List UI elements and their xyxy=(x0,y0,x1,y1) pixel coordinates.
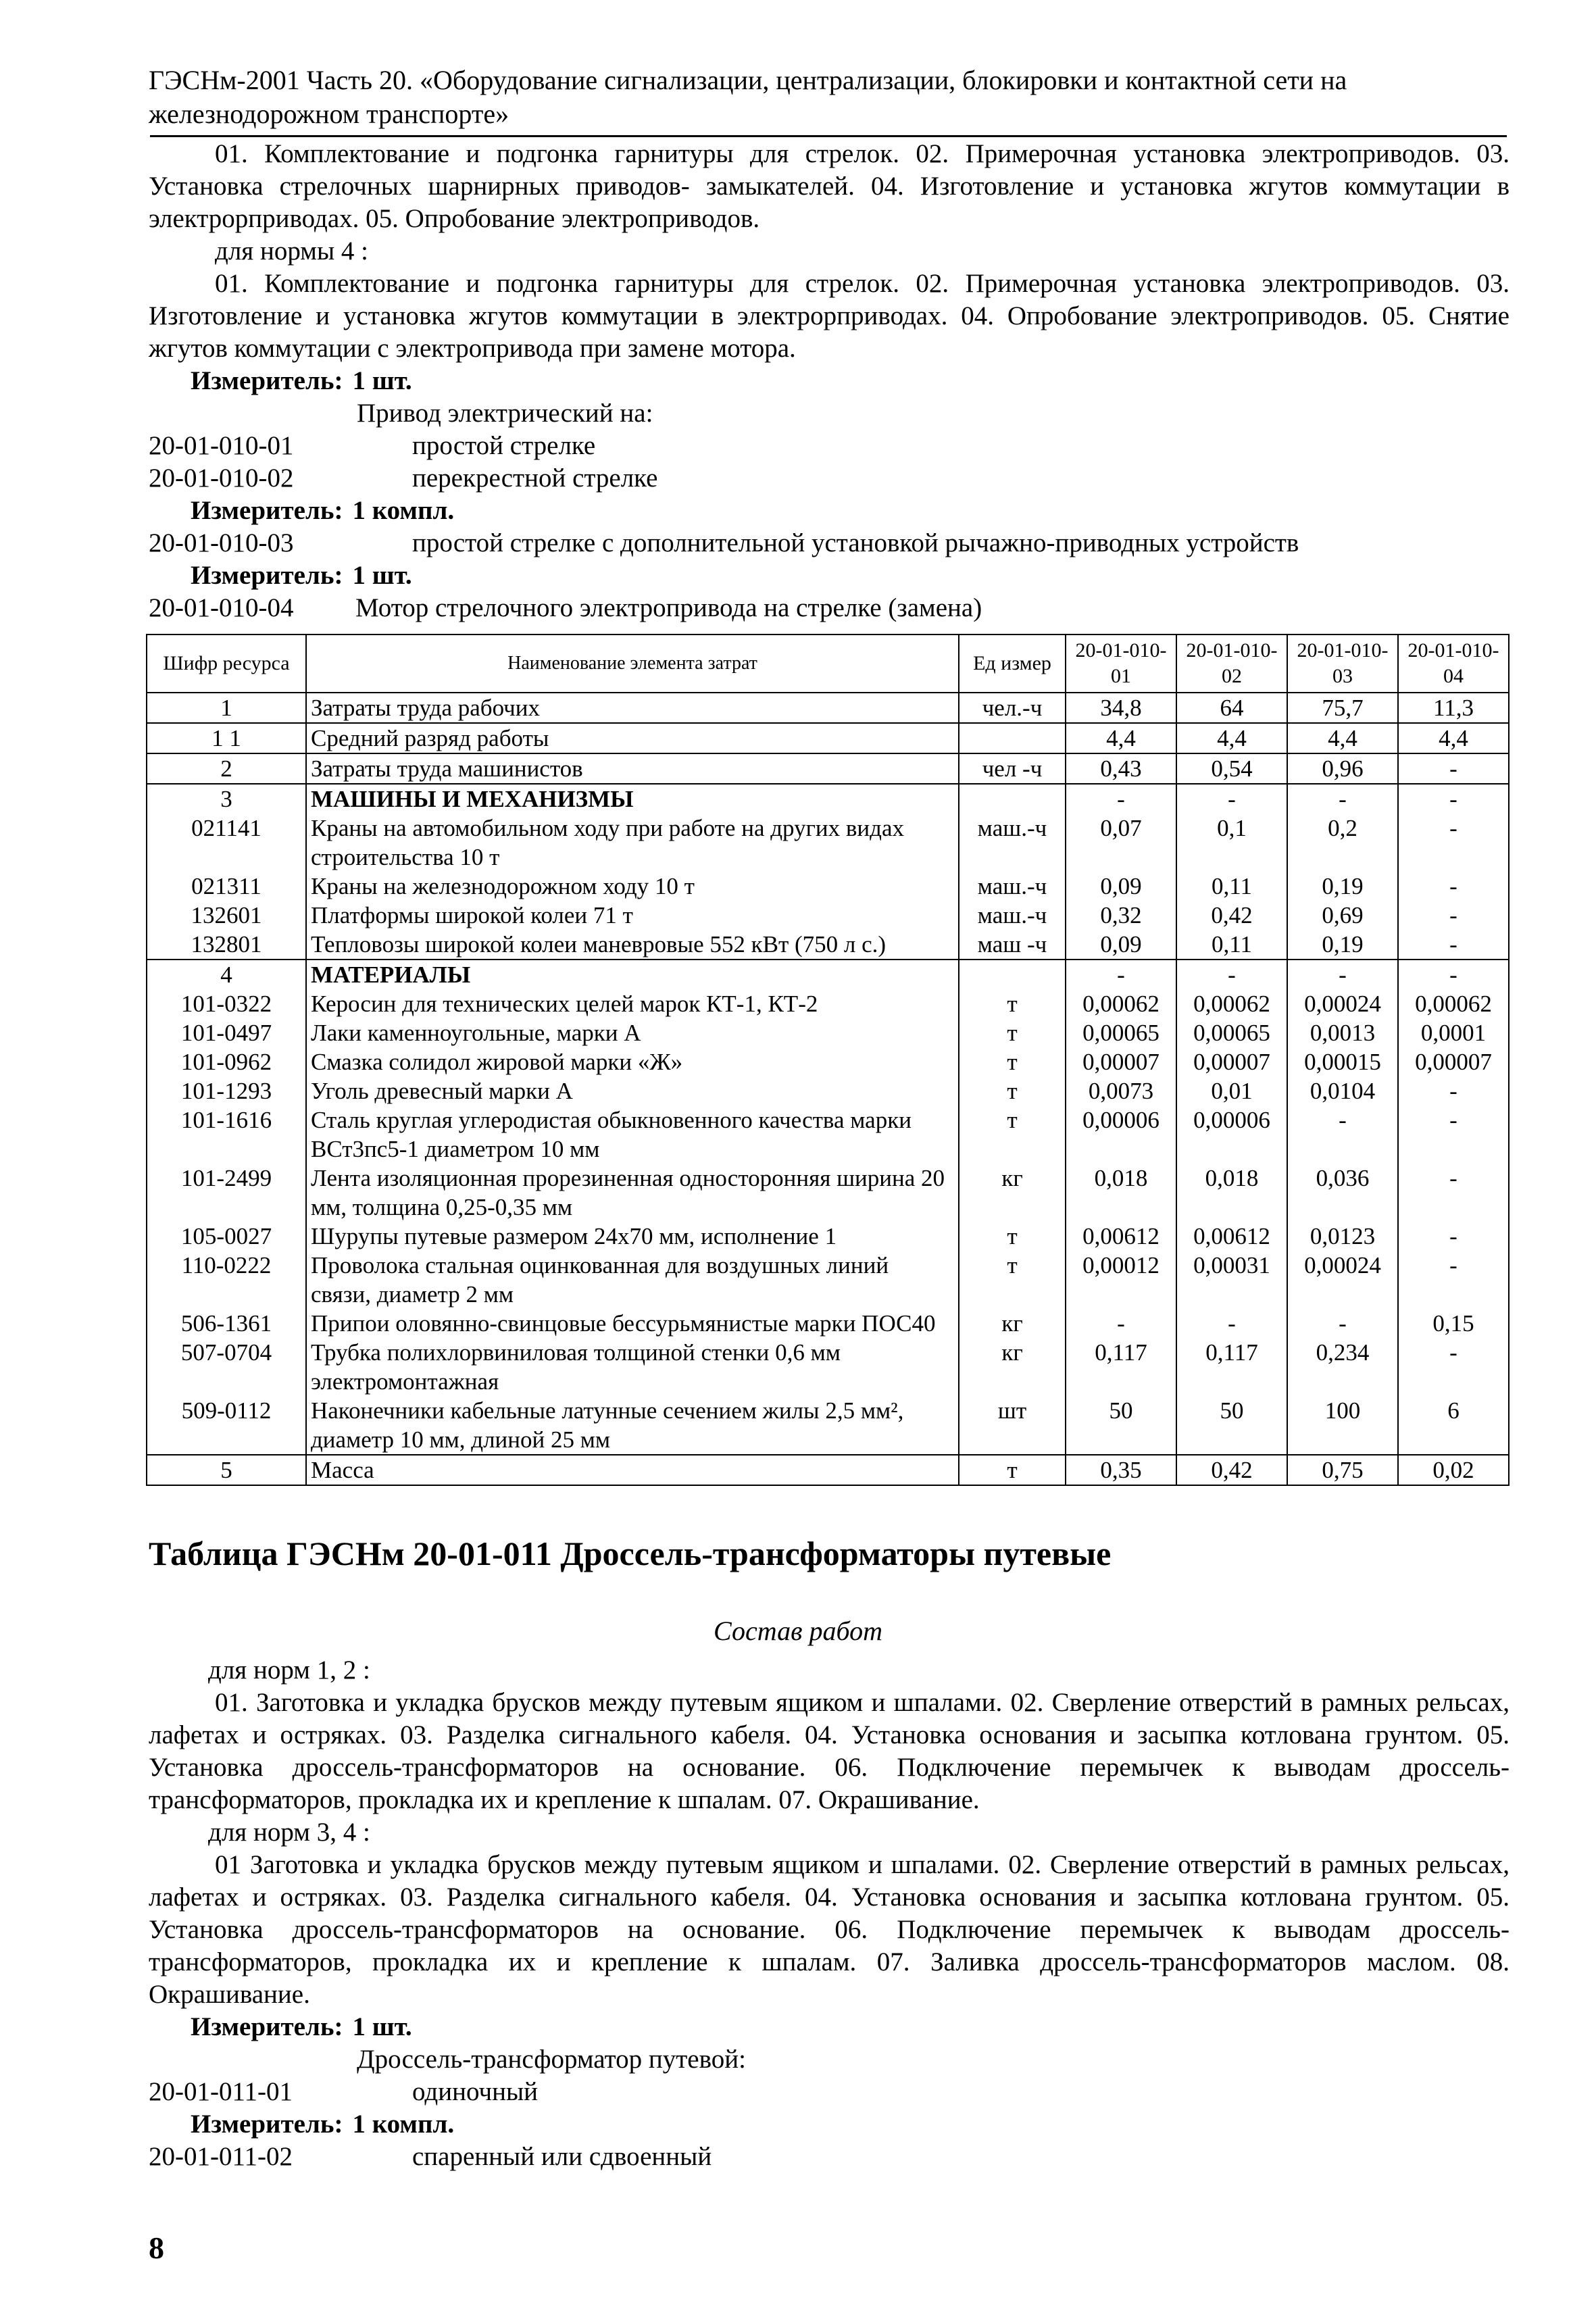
row-value-4: - xyxy=(1398,901,1509,930)
row-value-2: 0,00612 xyxy=(1176,1222,1287,1251)
row-code: 5 xyxy=(147,1455,306,1485)
row-value-2: 0,42 xyxy=(1176,1455,1287,1485)
row-value-1: 0,32 xyxy=(1066,901,1176,930)
row-value-1: 0,0073 xyxy=(1066,1076,1176,1105)
norm-name: одиночный xyxy=(412,2077,539,2106)
work-composition-para-1: 01. Комплектование и подгонка гарнитуры для стрелок. 02. Примерочная установка электроприводов. 03. Установка стрелочных шарнирных приводов- замыкателей. 04. Изготовление и установка жгутов коммутации в электрорприводах. 05. Опробование электроприводов. xyxy=(149,139,1510,233)
row-value-2: 0,11 xyxy=(1176,930,1287,960)
row-unit: кг xyxy=(959,1164,1066,1222)
row-code: 4 xyxy=(147,960,306,989)
row-unit: маш.-ч xyxy=(959,901,1066,930)
row-value-2: - xyxy=(1176,960,1287,989)
table-row xyxy=(147,784,1509,814)
table-row xyxy=(147,1251,1509,1309)
row-name: Краны на автомобильном ходу при работе на других видах строительства 10 т xyxy=(306,814,959,872)
row-code: 1 1 xyxy=(147,723,306,753)
measure-value: 1 шт. xyxy=(352,366,412,395)
row-value-4: - xyxy=(1398,1338,1509,1396)
row-value-4: - xyxy=(1398,930,1509,960)
norm-code: 20-01-011-01 xyxy=(149,2077,293,2106)
dt-title: Дроссель-трансформатор путевой: xyxy=(357,2045,746,2074)
row-unit: т xyxy=(959,1076,1066,1105)
row-value-4: - xyxy=(1398,1164,1509,1222)
norms-3-4-label: для норм 3, 4 : xyxy=(208,1818,370,1847)
table-row xyxy=(147,723,1509,753)
page-number: 8 xyxy=(149,2231,164,2265)
measure-label: Измеритель: xyxy=(191,366,343,395)
row-unit: кг xyxy=(959,1338,1066,1396)
norm-row xyxy=(149,430,1510,462)
row-unit: т xyxy=(959,1455,1066,1485)
row-value-2: 0,54 xyxy=(1176,753,1287,784)
row-name: Смазка солидол жировой марки «Ж» xyxy=(306,1047,959,1076)
row-value-1: 0,07 xyxy=(1066,814,1176,872)
norm-name: простой стрелке с дополнительной установкой рычажно-приводных устройств xyxy=(412,528,1299,557)
work-composition-para-2: 01. Комплектование и подгонка гарнитуры для стрелок. 02. Примерочная установка электроприводов. 03. Изготовление и установка жгутов коммутации в электрорприводах. 04. Опробование электроприводов. 05. Снятие жгутов коммутации с электропривода при замене мотора. xyxy=(149,269,1510,363)
measure-value: 1 шт. xyxy=(352,2012,412,2041)
norm-name: Мотор стрелочного электропривода на стрелке (замена) xyxy=(355,593,982,622)
table-body xyxy=(147,693,1509,1485)
running-header: ГЭСНм-2001 Часть 20. «Оборудование сигнализации, централизации, блокировки и контактной сети на железнодорожном транспорте» xyxy=(149,65,1347,129)
row-unit: т xyxy=(959,1105,1066,1164)
header-rule xyxy=(150,135,1507,137)
table-row xyxy=(147,1309,1509,1338)
row-name: Затраты труда рабочих xyxy=(306,693,959,723)
norm-code: 20-01-010-01 xyxy=(149,431,294,460)
row-value-1: 0,00012 xyxy=(1066,1251,1176,1309)
row-value-3: 0,036 xyxy=(1287,1164,1398,1222)
col-header-norm-2: 20-01-010-02 xyxy=(1176,634,1287,693)
row-name: Припои оловянно-свинцовые бессурьмянистые марки ПОС40 xyxy=(306,1309,959,1338)
row-code: 132601 xyxy=(147,901,306,930)
row-value-3: 0,2 xyxy=(1287,814,1398,872)
row-unit: т xyxy=(959,1047,1066,1076)
section-010-text xyxy=(149,138,1510,624)
row-code: 1 xyxy=(147,693,306,723)
row-value-1: 0,09 xyxy=(1066,930,1176,960)
measure-line-3 xyxy=(149,559,1510,592)
row-code: 021141 xyxy=(147,814,306,872)
table-row xyxy=(147,693,1509,723)
table-row xyxy=(147,960,1509,989)
norm-name: перекрестной стрелке xyxy=(412,464,658,493)
row-value-3: 0,75 xyxy=(1287,1455,1398,1485)
row-value-2: 0,018 xyxy=(1176,1164,1287,1222)
norm-name: простой стрелке xyxy=(412,431,596,460)
row-value-2: 4,4 xyxy=(1176,723,1287,753)
row-value-1: - xyxy=(1066,784,1176,814)
row-value-2: 0,00031 xyxy=(1176,1251,1287,1309)
row-value-4: 0,15 xyxy=(1398,1309,1509,1338)
norm-row xyxy=(149,2141,1510,2173)
measure-label: Измеритель: xyxy=(191,2012,343,2041)
row-name: Лента изоляционная прорезиненная односторонняя ширина 20 мм, толщина 0,25-0,35 мм xyxy=(306,1164,959,1222)
row-code: 101-0497 xyxy=(147,1018,306,1047)
row-value-2: 0,00062 xyxy=(1176,989,1287,1018)
row-value-3: - xyxy=(1287,1105,1398,1164)
row-value-3: 0,69 xyxy=(1287,901,1398,930)
row-code: 3 xyxy=(147,784,306,814)
row-value-4: - xyxy=(1398,1222,1509,1251)
measure-label: Измеритель: xyxy=(191,496,343,525)
table-row xyxy=(147,1164,1509,1222)
col-header-norm-1: 20-01-010-01 xyxy=(1066,634,1176,693)
row-name: Сталь круглая углеродистая обыкновенного качества марки ВСт3пс5-1 диаметром 10 мм xyxy=(306,1105,959,1164)
row-value-3: 0,0013 xyxy=(1287,1018,1398,1047)
row-name: Шурупы путевые размером 24x70 мм, исполнение 1 xyxy=(306,1222,959,1251)
row-value-3: - xyxy=(1287,784,1398,814)
row-value-3: 0,00015 xyxy=(1287,1047,1398,1076)
row-value-1: 0,43 xyxy=(1066,753,1176,784)
row-name: МАШИНЫ И МЕХАНИЗМЫ xyxy=(306,784,959,814)
resource-table xyxy=(146,634,1510,1486)
row-value-1: 0,00065 xyxy=(1066,1018,1176,1047)
row-value-2: - xyxy=(1176,1309,1287,1338)
row-value-2: 64 xyxy=(1176,693,1287,723)
row-unit: т xyxy=(959,989,1066,1018)
row-code: 101-0962 xyxy=(147,1047,306,1076)
row-value-1: 0,09 xyxy=(1066,872,1176,901)
row-value-3: - xyxy=(1287,1309,1398,1338)
row-name: Уголь древесный марки А xyxy=(306,1076,959,1105)
row-unit: маш -ч xyxy=(959,930,1066,960)
measure-label: Измеритель: xyxy=(191,2110,343,2139)
table-title: Таблица ГЭСНм 20-01-011 Дроссель-трансформаторы путевые xyxy=(149,1535,1112,1572)
row-value-1: 34,8 xyxy=(1066,693,1176,723)
norm-code: 20-01-010-02 xyxy=(149,464,294,493)
row-code: 101-0322 xyxy=(147,989,306,1018)
measure-line-1 xyxy=(149,365,1510,397)
table-row xyxy=(147,901,1509,930)
row-code: 507-0704 xyxy=(147,1338,306,1396)
row-value-3: 0,0104 xyxy=(1287,1076,1398,1105)
row-value-3: 100 xyxy=(1287,1396,1398,1455)
row-value-1: 4,4 xyxy=(1066,723,1176,753)
row-unit: чел -ч xyxy=(959,753,1066,784)
row-value-2: - xyxy=(1176,784,1287,814)
row-value-1: - xyxy=(1066,1309,1176,1338)
row-name: Тепловозы широкой колеи маневровые 552 кВт (750 л с.) xyxy=(306,930,959,960)
table-row xyxy=(147,753,1509,784)
row-value-3: 75,7 xyxy=(1287,693,1398,723)
row-value-4: - xyxy=(1398,872,1509,901)
table-row xyxy=(147,872,1509,901)
row-value-2: 50 xyxy=(1176,1396,1287,1455)
norm-row xyxy=(149,592,1510,624)
norm-4-label: для нормы 4 : xyxy=(215,237,368,266)
row-value-1: 50 xyxy=(1066,1396,1176,1455)
table-row xyxy=(147,1076,1509,1105)
row-name: Затраты труда машинистов xyxy=(306,753,959,784)
row-unit xyxy=(959,960,1066,989)
row-value-3: 0,19 xyxy=(1287,930,1398,960)
row-unit: кг xyxy=(959,1309,1066,1338)
measure-value: 1 компл. xyxy=(352,2110,455,2139)
row-unit: маш.-ч xyxy=(959,872,1066,901)
table-row xyxy=(147,1222,1509,1251)
row-value-3: 0,234 xyxy=(1287,1338,1398,1396)
row-value-2: 0,01 xyxy=(1176,1076,1287,1105)
row-value-3: 0,19 xyxy=(1287,872,1398,901)
row-name: Проволока стальная оцинкованная для воздушных линий связи, диаметр 2 мм xyxy=(306,1251,959,1309)
row-value-2: 0,11 xyxy=(1176,872,1287,901)
measure-line-4 xyxy=(149,2011,1510,2043)
row-unit: т xyxy=(959,1251,1066,1309)
row-code: 509-0112 xyxy=(147,1396,306,1455)
table-row xyxy=(147,1047,1509,1076)
norm-code: 20-01-011-02 xyxy=(149,2142,293,2171)
row-name: Средний разряд работы xyxy=(306,723,959,753)
norms-1-2-label: для норм 1, 2 : xyxy=(208,1656,370,1685)
row-value-3: 0,00024 xyxy=(1287,989,1398,1018)
row-value-2: 0,00006 xyxy=(1176,1105,1287,1164)
row-value-4: 4,4 xyxy=(1398,723,1509,753)
row-value-2: 0,00007 xyxy=(1176,1047,1287,1076)
row-value-4: 0,00007 xyxy=(1398,1047,1509,1076)
table-row xyxy=(147,814,1509,872)
work-composition-para-3: 01. Заготовка и укладка брусков между путевым ящиком и шпалами. 02. Сверление отверстий в рамных рельсах, лафетах и остряках. 03. Разделка сигнального кабеля. 04. Установка основания и засыпка котлована грунтом. 05. Установка дроссель-трансформаторов на основание. 06. Подключение перемычек к выводам дроссель-трансформаторов, прокладка их и крепление к шпалам. 07. Окрашивание. xyxy=(149,1688,1510,1814)
row-code: 101-2499 xyxy=(147,1164,306,1222)
row-value-4: - xyxy=(1398,1105,1509,1164)
row-name: МАТЕРИАЛЫ xyxy=(306,960,959,989)
row-code: 132801 xyxy=(147,930,306,960)
col-header-unit: Ед измер xyxy=(959,634,1066,693)
row-name: Масса xyxy=(306,1455,959,1485)
row-value-1: 0,117 xyxy=(1066,1338,1176,1396)
row-unit: маш.-ч xyxy=(959,814,1066,872)
table-row xyxy=(147,1018,1509,1047)
row-name: Платформы широкой колеи 71 т xyxy=(306,901,959,930)
norm-code: 20-01-010-04 xyxy=(149,593,294,622)
row-value-4: - xyxy=(1398,1251,1509,1309)
row-value-2: 0,1 xyxy=(1176,814,1287,872)
section-011-text xyxy=(149,1654,1510,2173)
col-header-norm-4: 20-01-010-04 xyxy=(1398,634,1509,693)
row-code: 506-1361 xyxy=(147,1309,306,1338)
row-value-3: 0,00024 xyxy=(1287,1251,1398,1309)
table-row xyxy=(147,1105,1509,1164)
row-value-1: 0,018 xyxy=(1066,1164,1176,1222)
row-value-1: 0,00612 xyxy=(1066,1222,1176,1251)
row-value-4: 0,00062 xyxy=(1398,989,1509,1018)
drive-title: Привод электрический на: xyxy=(357,399,653,428)
row-value-2: 0,00065 xyxy=(1176,1018,1287,1047)
row-value-4: 11,3 xyxy=(1398,693,1509,723)
row-unit xyxy=(959,723,1066,753)
col-header-code: Шифр ресурса xyxy=(147,634,306,693)
row-value-4: - xyxy=(1398,1076,1509,1105)
row-unit: чел.-ч xyxy=(959,693,1066,723)
row-value-1: 0,00007 xyxy=(1066,1047,1176,1076)
row-unit xyxy=(959,784,1066,814)
row-value-4: - xyxy=(1398,784,1509,814)
row-value-1: - xyxy=(1066,960,1176,989)
table-row xyxy=(147,1396,1509,1455)
row-code: 105-0027 xyxy=(147,1222,306,1251)
row-value-4: 6 xyxy=(1398,1396,1509,1455)
row-code: 110-0222 xyxy=(147,1251,306,1309)
norm-row xyxy=(149,462,1510,495)
row-name: Наконечники кабельные латунные сечением жилы 2,5 мм², диаметр 10 мм, длиной 25 мм xyxy=(306,1396,959,1455)
table-header-row xyxy=(147,634,1509,693)
row-value-2: 0,117 xyxy=(1176,1338,1287,1396)
row-name: Лаки каменноугольные, марки А xyxy=(306,1018,959,1047)
norm-row xyxy=(149,2076,1510,2108)
measure-line-2 xyxy=(149,495,1510,527)
col-header-norm-3: 20-01-010-03 xyxy=(1287,634,1398,693)
norm-code: 20-01-010-03 xyxy=(149,528,294,557)
row-value-1: 0,00062 xyxy=(1066,989,1176,1018)
measure-line-5 xyxy=(149,2108,1510,2141)
row-value-3: 0,96 xyxy=(1287,753,1398,784)
table-row xyxy=(147,1338,1509,1396)
table-row xyxy=(147,1455,1509,1485)
row-unit: шт xyxy=(959,1396,1066,1455)
row-name: Керосин для технических целей марок КТ-1, КТ-2 xyxy=(306,989,959,1018)
measure-value: 1 компл. xyxy=(352,496,455,525)
row-value-1: 0,00006 xyxy=(1066,1105,1176,1164)
col-header-name: Наименование элемента затрат xyxy=(306,634,959,693)
work-composition-para-4: 01 Заготовка и укладка брусков между путевым ящиком и шпалами. 02. Сверление отверстий в рамных рельсах, лафетах и остряках. 03. Разделка сигнального кабеля. 04. Установка основания и засыпка котлована грунтом. 05. Установка дроссель-трансформаторов на основание. 06. Подключение перемычек к выводам дроссель-трансформаторов, прокладка их и крепление к шпалам. 07. Заливка дроссель-трансформаторов маслом. 08. Окрашивание. xyxy=(149,1850,1510,2009)
measure-label: Измеритель: xyxy=(191,561,343,590)
row-code: 2 xyxy=(147,753,306,784)
norm-row xyxy=(149,527,1510,559)
measure-value: 1 шт. xyxy=(352,561,412,590)
norm-name: спаренный или сдвоенный xyxy=(412,2142,712,2171)
row-name: Краны на железнодорожном ходу 10 т xyxy=(306,872,959,901)
row-value-1: 0,35 xyxy=(1066,1455,1176,1485)
table-row xyxy=(147,930,1509,960)
row-code: 101-1616 xyxy=(147,1105,306,1164)
row-value-4: - xyxy=(1398,960,1509,989)
row-value-3: 0,0123 xyxy=(1287,1222,1398,1251)
row-value-4: 0,02 xyxy=(1398,1455,1509,1485)
row-value-4: 0,0001 xyxy=(1398,1018,1509,1047)
row-value-3: 4,4 xyxy=(1287,723,1398,753)
row-value-2: 0,42 xyxy=(1176,901,1287,930)
row-code: 021311 xyxy=(147,872,306,901)
row-value-3: - xyxy=(1287,960,1398,989)
row-code: 101-1293 xyxy=(147,1076,306,1105)
row-name: Трубка полихлорвиниловая толщиной стенки 0,6 мм электромонтажная xyxy=(306,1338,959,1396)
row-value-4: - xyxy=(1398,814,1509,872)
table-row xyxy=(147,989,1509,1018)
row-unit: т xyxy=(959,1222,1066,1251)
work-composition-heading: Состав работ xyxy=(714,1616,882,1646)
row-value-4: - xyxy=(1398,753,1509,784)
row-unit: т xyxy=(959,1018,1066,1047)
